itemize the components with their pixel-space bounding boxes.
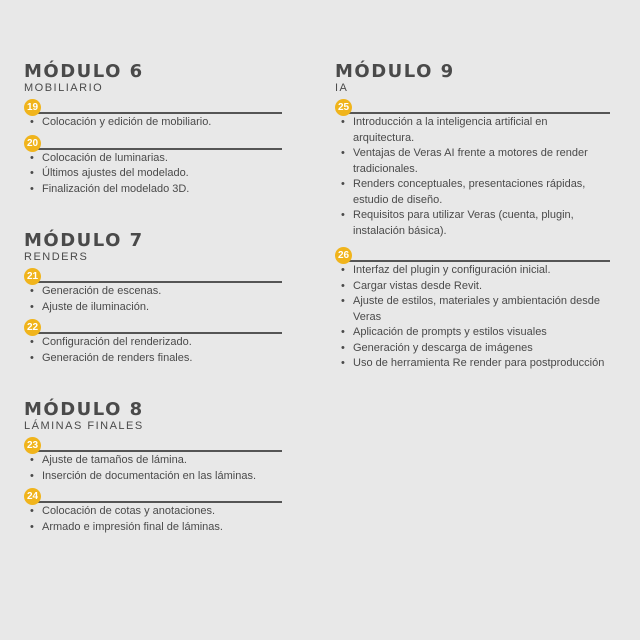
lesson-number-badge: 19 [24, 99, 41, 116]
list-item: • Inserción de documentación en las láminas. [42, 469, 282, 485]
list-item: • Ventajas de Veras AI frente a motores de render tradicionales. [353, 146, 610, 177]
lesson-items [24, 284, 282, 315]
list-item: • Cargar vistas desde Revit. [353, 279, 610, 295]
divider-rule [32, 501, 282, 503]
lesson-header [335, 99, 610, 115]
lesson-header [335, 247, 610, 263]
lesson-header [24, 437, 282, 453]
lesson-23 [24, 437, 282, 484]
list-item: • Últimos ajustes del modelado. [42, 166, 282, 182]
module-8 [24, 400, 282, 535]
module-spacer [24, 201, 282, 231]
list-item: • Generación de escenas. [42, 284, 282, 300]
lesson-22 [24, 319, 282, 366]
lesson-items [24, 335, 282, 366]
list-item: • Ajuste de iluminación. [42, 300, 282, 316]
list-item: • Colocación de cotas y anotaciones. [42, 504, 282, 520]
module-subtitle: IA [335, 82, 349, 94]
list-item: • Requisitos para utilizar Veras (cuenta, plugin, instalación básica). [353, 208, 610, 239]
lesson-20 [24, 135, 282, 198]
module-title: MÓDULO 7 [24, 230, 144, 251]
module-7 [24, 231, 282, 366]
lesson-21 [24, 268, 282, 315]
divider-rule [32, 332, 282, 334]
lesson-items [335, 115, 610, 239]
module-subtitle: LÁMINAS FINALES [24, 420, 144, 432]
lesson-items [335, 263, 610, 372]
module-title: MÓDULO 8 [24, 399, 144, 420]
module-title: MÓDULO 6 [24, 61, 144, 82]
lesson-24 [24, 488, 282, 535]
lesson-header [24, 99, 282, 115]
lesson-items [24, 115, 282, 131]
lesson-25 [335, 99, 610, 239]
list-item: • Configuración del renderizado. [42, 335, 282, 351]
module-9 [335, 62, 610, 372]
list-item: • Renders conceptuales, presentaciones rápidas, estudio de diseño. [353, 177, 610, 208]
divider-rule [32, 112, 282, 114]
lesson-number-badge: 24 [24, 488, 41, 505]
lesson-number-badge: 26 [335, 247, 352, 264]
lesson-number-badge: 20 [24, 135, 41, 152]
lesson-number-badge: 23 [24, 437, 41, 454]
lesson-items [24, 504, 282, 535]
list-item: • Ajuste de estilos, materiales y ambientación desde Veras [353, 294, 610, 325]
list-item: • Aplicación de prompts y estilos visuales [353, 325, 610, 341]
divider-rule [32, 281, 282, 283]
list-item: • Generación y descarga de imágenes [353, 341, 610, 357]
divider-rule [343, 260, 610, 262]
list-item: • Ajuste de tamaños de lámina. [42, 453, 282, 469]
divider-rule [32, 450, 282, 452]
list-item: • Colocación de luminarias. [42, 151, 282, 167]
module-spacer [24, 370, 282, 400]
list-item: • Generación de renders finales. [42, 351, 282, 367]
lesson-number-badge: 25 [335, 99, 352, 116]
divider-rule [343, 112, 610, 114]
left-column [24, 62, 282, 539]
list-item: • Introducción a la inteligencia artificial en arquitectura. [353, 115, 610, 146]
list-item: • Interfaz del plugin y configuración inicial. [353, 263, 610, 279]
module-subtitle: RENDERS [24, 251, 89, 263]
divider-rule [32, 148, 282, 150]
lesson-19 [24, 99, 282, 131]
module-title: MÓDULO 9 [335, 61, 455, 82]
lesson-header [24, 488, 282, 504]
module-subtitle: MOBILIARIO [24, 82, 104, 94]
list-item: • Finalización del modelado 3D. [42, 182, 282, 198]
lesson-header [24, 268, 282, 284]
module-6 [24, 62, 282, 197]
lesson-number-badge: 21 [24, 268, 41, 285]
lesson-26 [335, 247, 610, 372]
lesson-header [24, 319, 282, 335]
lesson-header [24, 135, 282, 151]
lesson-items [24, 151, 282, 198]
list-item: • Colocación y edición de mobiliario. [42, 115, 282, 131]
list-item: • Uso de herramienta Re render para postproducción [353, 356, 610, 372]
lesson-items [24, 453, 282, 484]
lesson-number-badge: 22 [24, 319, 41, 336]
list-item: • Armado e impresión final de láminas. [42, 520, 282, 536]
right-column [335, 62, 610, 376]
